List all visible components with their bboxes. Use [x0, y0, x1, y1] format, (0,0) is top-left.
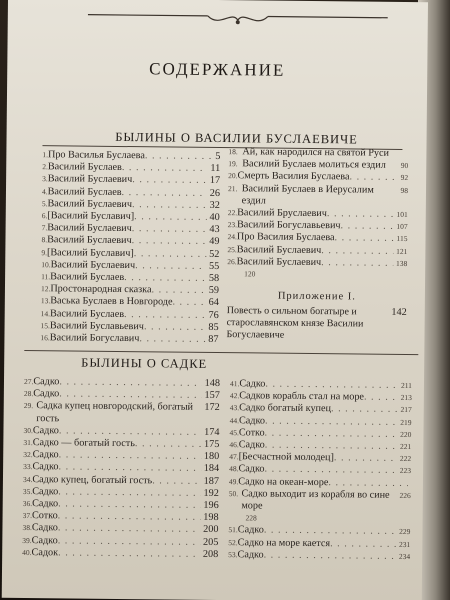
entry-title: Садко выходит из корабля во сине море [241, 488, 390, 512]
entry-page-number: 120 [244, 269, 256, 279]
dot-leader [334, 452, 397, 465]
entry-page-number: 52 [209, 248, 220, 260]
entry-title: Василий Бруслаевич [237, 207, 327, 220]
entry-page-number: 32 [209, 199, 220, 211]
entry-number: 2. [42, 162, 48, 172]
dot-leader [364, 392, 398, 405]
entry-number: 44. [229, 415, 240, 425]
appendix-entry [226, 306, 406, 344]
entry-page-number: 223 [399, 466, 412, 476]
dot-leader [145, 150, 213, 163]
dot-leader [132, 175, 207, 188]
dot-leader [139, 333, 205, 346]
entry-page-number: 5 [215, 150, 221, 163]
entry-page-number: 138 [395, 258, 408, 268]
entry-number: 6. [41, 211, 48, 221]
dot-leader [349, 172, 397, 185]
entry-number: 36. [22, 499, 33, 509]
entry-title: Садко [32, 424, 59, 437]
entry-title: Садок [31, 546, 59, 559]
toc-entry [228, 549, 410, 563]
entry-title: Про Василья Буслаева [47, 149, 145, 162]
entry-title: Василий Буславьевич [49, 320, 145, 333]
entry-number: 33. [23, 462, 33, 472]
dot-leader [152, 475, 201, 488]
entry-title: Василий Буслаев [47, 161, 122, 174]
entry-number: 30. [23, 425, 33, 435]
entry-number: 7. [41, 223, 48, 233]
entry-number: 35. [22, 486, 33, 496]
entry-title: Садко [32, 485, 59, 498]
dot-leader [340, 221, 393, 234]
entry-number: 28. [23, 389, 34, 399]
entry-number: 45. [229, 427, 239, 438]
entry-title: Сотко [31, 510, 58, 522]
entry-number: 21. [227, 183, 238, 193]
entry-title: Василий Буслаевич [50, 259, 136, 271]
entry-number: 19. [228, 159, 238, 169]
entry-title: Василий Буслаевич [236, 243, 322, 256]
entry-number: 46. [229, 440, 239, 450]
entry-title: Василий Буслаевич [47, 234, 132, 247]
entry-number: 16. [40, 333, 50, 343]
page-title: СОДЕРЖАНИЕ [149, 59, 286, 80]
entry-number: 5. [41, 198, 48, 209]
entry-page-number: 157 [204, 390, 220, 402]
entry-number: 32. [23, 450, 33, 460]
toc-column-left-2 [22, 376, 220, 561]
entry-page-number: 58 [208, 272, 220, 285]
entry-page-number: 59 [208, 285, 220, 297]
entry-title: Василий Буслаев в Иерусалим ездил [241, 182, 374, 207]
entry-number: 13. [40, 296, 51, 306]
entry-page-number: 115 [396, 234, 408, 244]
toc-column-right-1 [226, 146, 408, 343]
entry-page-number: 11 [210, 163, 221, 175]
dot-leader [321, 245, 393, 258]
entry-number: 26. [227, 256, 237, 267]
entry-number: 53. [228, 549, 238, 560]
entry-page-number: 87 [208, 333, 219, 346]
entry-number: 48. [229, 464, 239, 474]
entry-title: Васька Буслаев в Новгороде [50, 295, 173, 308]
entry-page-number: 220 [400, 429, 412, 439]
entry-page-number: 196 [203, 499, 219, 512]
entry-page-number: 222 [399, 454, 412, 464]
dot-leader [321, 257, 393, 270]
entry-number: 49. [228, 476, 239, 486]
entry-page-number: 49 [209, 236, 220, 248]
dot-leader [335, 233, 394, 246]
entry-title: Садков корабль стал на море [239, 390, 365, 403]
entry-number: 14. [40, 308, 51, 318]
entry-title: Садко [237, 549, 264, 561]
entry-title: Садко [33, 388, 60, 400]
entry-page-number: 228 [245, 513, 257, 523]
entry-page-number: 107 [396, 222, 408, 232]
entry-page-number: 121 [396, 246, 408, 256]
entry-page-number: 101 [396, 209, 408, 220]
toc-column-left-1 [40, 149, 220, 346]
entry-page-number: 226 [399, 490, 411, 500]
entry-page-number: 192 [203, 487, 219, 499]
dot-leader [124, 272, 206, 285]
entry-number: 23. [227, 220, 238, 230]
entry-number: 27. [23, 376, 34, 387]
entry-page-number: 213 [400, 393, 412, 403]
entry-title: [Василий Буславич] [46, 246, 134, 259]
entry-number: 38. [22, 523, 32, 533]
entry-number: 52. [228, 537, 238, 547]
dot-leader [122, 162, 208, 175]
entry-number: 51. [228, 525, 238, 535]
entry-title: Василий Буслаев молиться ездил [242, 158, 386, 171]
entry-title: Василий Буслаев [50, 307, 125, 320]
entry-number: 11. [41, 272, 51, 282]
entry-number: 47. [229, 452, 239, 462]
entry-title: [Василий Буславич] [47, 210, 135, 223]
entry-number: 50. [228, 488, 239, 499]
entry-number: 4. [41, 186, 48, 196]
entry-page-number: 174 [204, 426, 220, 438]
entry-number: 42. [229, 391, 240, 401]
entry-number: 40. [22, 547, 32, 557]
entry-page-number: 219 [400, 417, 412, 427]
entry-page-number: 217 [400, 405, 412, 415]
entry-title: Василий Буслаев [47, 185, 122, 198]
entry-number: 12. [40, 284, 51, 294]
entry-number: 3. [42, 174, 48, 184]
dot-leader [151, 285, 205, 298]
dot-leader [135, 438, 201, 451]
entry-title: Сотко [238, 427, 265, 439]
toc-entry [229, 488, 411, 514]
entry-page-number: 198 [203, 512, 219, 524]
entry-title: Садко [238, 439, 265, 451]
entry-number: 24. [227, 232, 237, 242]
dot-leader [135, 260, 206, 273]
entry-page-number: 175 [204, 438, 220, 451]
dot-leader [124, 309, 206, 322]
entry-title: Ай, как народился на святой Руси [242, 146, 390, 159]
entry-page-number: 211 [400, 380, 413, 391]
entry-page-number: 148 [204, 377, 221, 390]
entry-page-number: 200 [203, 524, 219, 536]
dot-leader [58, 547, 200, 561]
toc-entry [24, 400, 220, 426]
entry-title: Садко купец, богатый гость [32, 473, 153, 486]
entry-page-number: 55 [208, 260, 220, 272]
entry-title: Садка купец новгородский, богатый гость [36, 400, 194, 424]
dot-leader [132, 199, 207, 212]
entry-title: Садко на океан-море [238, 475, 329, 488]
entry-page-number: 43 [209, 224, 220, 236]
toc-entry [40, 332, 218, 346]
entry-title: Садко [32, 461, 59, 473]
entry-number: 34. [22, 474, 33, 484]
toc-entry [22, 547, 218, 561]
entry-page-number: 234 [398, 551, 411, 561]
appendix-page: 142 [391, 307, 407, 319]
book-page [2, 0, 428, 600]
appendix-title: Приложение I. [277, 290, 356, 303]
entry-title: Василий Буслаевич [47, 198, 133, 210]
entry-title: Садко — богатый гость [32, 437, 136, 450]
entry-page-number: 231 [399, 539, 411, 549]
entry-title: Василий Богуславьевич [236, 219, 341, 232]
entry-page-number: 172 [204, 402, 220, 414]
entry-title: Садко [238, 414, 266, 427]
entry-number: 1. [42, 150, 49, 160]
section-heading-buslaev: БЫЛИНЫ О ВАСИЛИИ БУСЛАЕВИЧЕ [115, 129, 358, 147]
entry-number: 15. [40, 321, 51, 331]
section-rule [24, 350, 418, 355]
entry-page-number: 26 [209, 187, 221, 199]
toc-column-right-2 [228, 378, 412, 563]
entry-number: 37. [22, 511, 33, 521]
entry-page-number: 92 [400, 173, 409, 183]
entry-page-number: 229 [399, 527, 411, 537]
entry-page-number: 76 [208, 309, 219, 321]
entry-page-number: 17 [209, 175, 221, 187]
entry-title: Простонародная сказка [50, 283, 152, 296]
dot-leader [331, 404, 398, 417]
entry-number: 10. [41, 259, 51, 270]
dot-leader [330, 538, 396, 551]
entry-number: 8. [41, 235, 48, 245]
entry-page-number: 184 [203, 463, 220, 475]
entry-page-number: 85 [208, 321, 219, 333]
entry-title: Василий Буслаевич [236, 256, 322, 268]
entry-title: Садко [239, 378, 266, 390]
dot-leader [132, 223, 207, 236]
entry-page-number: 64 [208, 297, 219, 309]
appendix-text: Повесть о сильном богатыре и старославянском князе Василии Богуслаевиче [226, 305, 364, 342]
entry-title: Про Василия Буслаева [236, 231, 335, 244]
entry-title: Садко [33, 376, 60, 388]
entry-title: Садко [238, 463, 265, 475]
dot-leader [172, 297, 205, 310]
dot-leader [122, 187, 207, 200]
entry-number: 20. [228, 171, 238, 181]
entry-title: Садко [31, 534, 58, 546]
entry-page-number: 180 [203, 451, 220, 463]
toc-entry [228, 183, 408, 209]
entry-title: Смерть Василия Буслаева [237, 170, 350, 183]
entry-title: Садко на море кается [237, 536, 331, 549]
dot-leader [134, 248, 206, 261]
entry-number: 9. [41, 247, 48, 257]
entry-title: Садко [31, 522, 58, 534]
entry-number: 22. [227, 208, 238, 218]
dot-leader [264, 549, 396, 563]
dot-leader [132, 236, 207, 249]
entry-page-number: 208 [202, 548, 219, 560]
entry-page-number: 40 [209, 211, 220, 224]
entry-page-number: 205 [202, 536, 219, 548]
entry-number: 39. [22, 535, 32, 545]
entry-number: 18. [228, 147, 238, 157]
entry-title: Садко [32, 449, 59, 461]
entry-page-number: 98 [400, 185, 409, 195]
entry-title: Садко [32, 498, 59, 510]
entry-page-number: 90 [400, 161, 409, 171]
entry-page-number: 187 [203, 475, 220, 487]
entry-number: 29. [23, 401, 34, 411]
entry-page-number: 221 [400, 441, 412, 452]
dot-leader [144, 321, 206, 334]
entry-title: Василий Богуславич [49, 332, 140, 345]
entry-title: [Бесчастной молодец] [238, 451, 334, 464]
entry-title: Василий Буслаевич [47, 222, 132, 235]
entry-number: 41. [229, 379, 240, 389]
entry-title: Садко [237, 524, 264, 536]
dot-leader [327, 208, 394, 221]
toc-entry [227, 268, 407, 282]
ornamental-frame-icon [88, 9, 388, 34]
section-heading-sadko: БЫЛИНЫ О САДКЕ [81, 355, 208, 371]
dot-leader [328, 477, 408, 490]
entry-number: 31. [23, 438, 33, 448]
entry-number: 43. [229, 403, 240, 413]
entry-number: 25. [227, 244, 237, 254]
entry-title: Василий Буслаев [50, 271, 125, 284]
entry-title: Садко богатый купец [239, 402, 332, 415]
dot-leader [134, 211, 206, 224]
entry-title: Василий Буслаевич [47, 173, 133, 186]
